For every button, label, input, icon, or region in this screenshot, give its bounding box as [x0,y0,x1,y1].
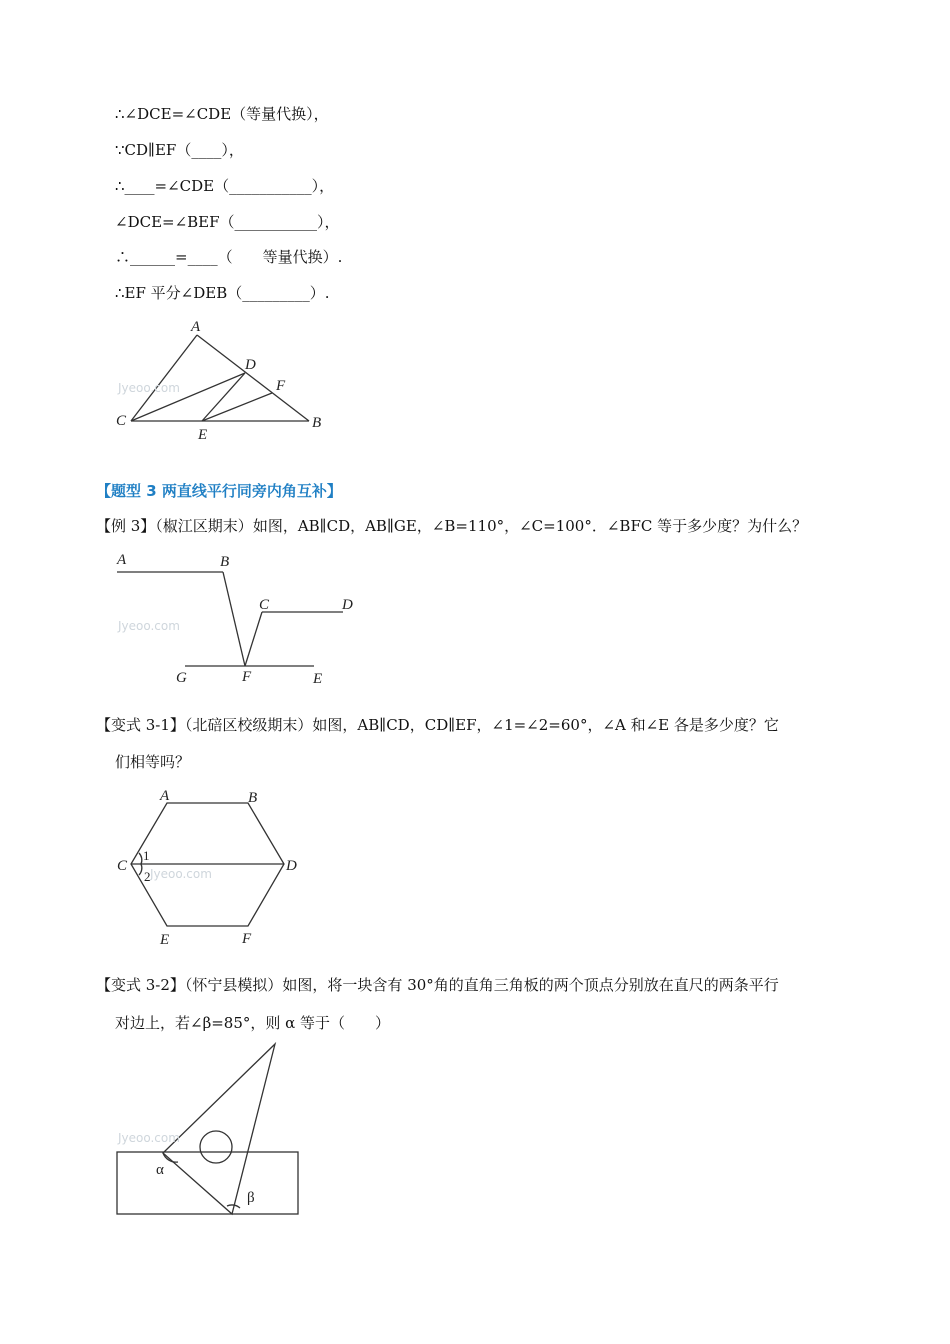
label-f: F [242,931,252,947]
proof-line-3: ∴____=∠CDE（___________）， [115,177,335,195]
label-d: D [286,858,297,874]
label-angle-2: 2 [144,869,151,884]
label-c: C [259,597,270,613]
figure3-watermark: Jyeoo.com [150,867,212,881]
label-b: B [220,554,230,570]
label-a: A [117,552,127,568]
proof-line-6: ∴EF 平分∠DEB（_________）. [115,284,330,302]
proof-line-5: ∴______=____（ 等量代换）. [115,248,343,266]
figure1-watermark: Jyeoo.com [118,381,180,395]
label-c: C [116,413,127,429]
label-f: F [276,378,286,394]
figure4-watermark: Jyeoo.com [118,1131,180,1145]
label-alpha: α [156,1162,164,1178]
proof-line-4: ∠DCE=∠BEF（___________）， [115,213,340,231]
figure2-watermark: Jyeoo.com [118,619,180,633]
label-a: A [191,319,201,335]
variant32-text-line1: 【变式 3-2】（怀宁县模拟）如图，将一块含有 30°角的直角三角板的两个顶点分别放在直尺的两条平行 [96,976,779,994]
label-e: E [313,671,323,687]
variant31-text-line2: 们相等吗？ [115,753,191,771]
label-d: D [342,597,353,613]
label-g: G [176,670,187,686]
label-b: B [248,790,258,806]
label-beta: β [247,1190,255,1206]
label-angle-1: 1 [143,848,150,863]
section-heading: 【题型 3 两直线平行同旁内角互补】 [96,482,342,500]
label-c: C [117,858,128,874]
label-e: E [160,932,170,948]
label-a: A [160,788,170,804]
example3-text: 【例 3】（椒江区期末）如图，AB∥CD，AB∥GE，∠B=110°，∠C=100°．∠BFC 等于多少度？为什么？ [96,517,808,535]
variant31-text-line1: 【变式 3-1】（北碚区校级期末）如图，AB∥CD，CD∥EF，∠1=∠2=60°，∠A 和∠E 各是多少度？它 [96,716,779,734]
label-d: D [245,357,256,373]
proof-line-1: ∴∠DCE=∠CDE（等量代换）， [115,105,329,123]
label-b: B [312,415,322,431]
variant32-text-line2: 对边上，若∠β=85°，则 α 等于（ ） [115,1014,391,1032]
proof-line-2: ∵CD∥EF（____）， [115,141,244,159]
label-f: F [242,669,252,685]
label-e: E [198,427,208,443]
